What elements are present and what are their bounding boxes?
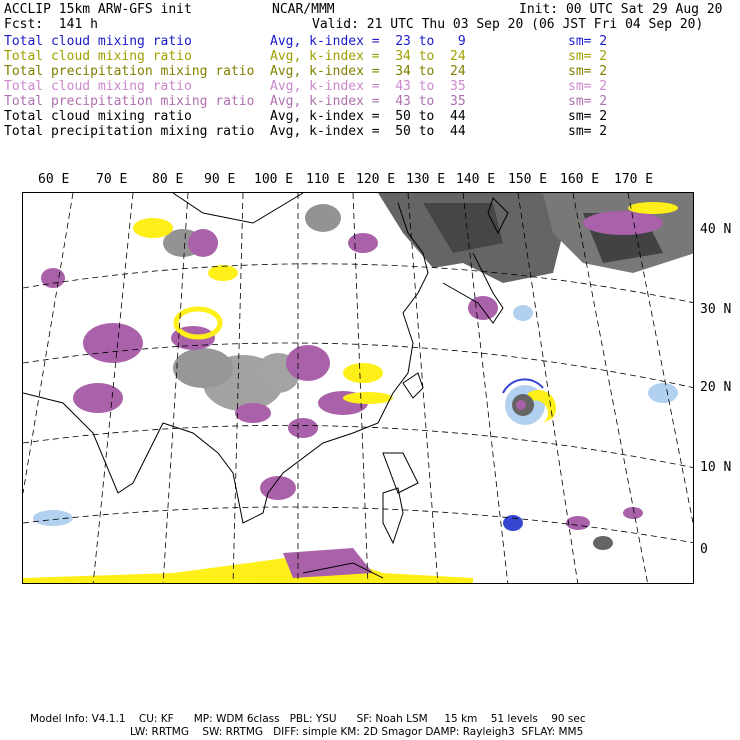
longitude-label: 120 E (356, 172, 396, 187)
legend-k-index: Avg, k-index = 34 to 24 (270, 64, 466, 79)
longitude-label: 60 E (38, 172, 70, 187)
forecast-hour: Fcst: 141 h (4, 17, 98, 32)
legend-smoothing: sm= 2 (568, 109, 608, 124)
map-canvas (23, 193, 694, 584)
latitude-label: 40 N (700, 222, 732, 237)
model-info-line1: Model Info: V4.1.1 CU: KF MP: WDM 6class PBL: YSU SF: Noah LSM 15 km 51 levels 90 sec (30, 713, 586, 725)
legend-k-index: Avg, k-index = 34 to 24 (270, 49, 466, 64)
legend-field-name: Total cloud mixing ratio (4, 34, 192, 49)
longitude-label: 140 E (456, 172, 496, 187)
typhoon-system (503, 379, 556, 425)
latitude-label: 10 N (700, 460, 732, 475)
longitude-label: 130 E (406, 172, 446, 187)
legend-field-name: Total cloud mixing ratio (4, 49, 192, 64)
legend-field-name: Total cloud mixing ratio (4, 79, 192, 94)
legend-k-index: Avg, k-index = 50 to 44 (270, 124, 466, 139)
cloud-shading (23, 193, 694, 584)
longitude-label: 100 E (254, 172, 294, 187)
longitude-label: 80 E (152, 172, 184, 187)
model-info-line2: LW: RRTMG SW: RRTMG DIFF: simple KM: 2D Smagor DAMP: Rayleigh3 SFLAY: MM5 (130, 726, 584, 738)
map-panel (22, 192, 694, 584)
legend-field-name: Total precipitation mixing ratio (4, 94, 255, 109)
organization-label: NCAR/MMM (272, 2, 335, 17)
longitude-label: 150 E (508, 172, 548, 187)
legend-field-name: Total precipitation mixing ratio (4, 64, 255, 79)
legend-k-index: Avg, k-index = 23 to 9 (270, 34, 466, 49)
latitude-label: 20 N (700, 380, 732, 395)
legend-smoothing: sm= 2 (568, 79, 608, 94)
product-title: ACCLIP 15km ARW-GFS init (4, 2, 192, 17)
latitude-label: 30 N (700, 302, 732, 317)
legend-k-index: Avg, k-index = 43 to 35 (270, 94, 466, 109)
legend-k-index: Avg, k-index = 43 to 35 (270, 79, 466, 94)
legend-smoothing: sm= 2 (568, 49, 608, 64)
legend-smoothing: sm= 2 (568, 34, 608, 49)
latitude-label: 0 (700, 542, 708, 557)
legend-field-name: Total cloud mixing ratio (4, 109, 192, 124)
longitude-label: 160 E (560, 172, 600, 187)
longitude-label: 110 E (306, 172, 346, 187)
legend-field-name: Total precipitation mixing ratio (4, 124, 255, 139)
longitude-label: 90 E (204, 172, 236, 187)
init-time: Init: 00 UTC Sat 29 Aug 20 (519, 2, 723, 17)
legend-smoothing: sm= 2 (568, 124, 608, 139)
valid-time: Valid: 21 UTC Thu 03 Sep 20 (06 JST Fri 04 Sep 20) (312, 17, 704, 32)
legend-smoothing: sm= 2 (568, 64, 608, 79)
longitude-label: 170 E (614, 172, 654, 187)
legend-smoothing: sm= 2 (568, 94, 608, 109)
legend-k-index: Avg, k-index = 50 to 44 (270, 109, 466, 124)
longitude-label: 70 E (96, 172, 128, 187)
